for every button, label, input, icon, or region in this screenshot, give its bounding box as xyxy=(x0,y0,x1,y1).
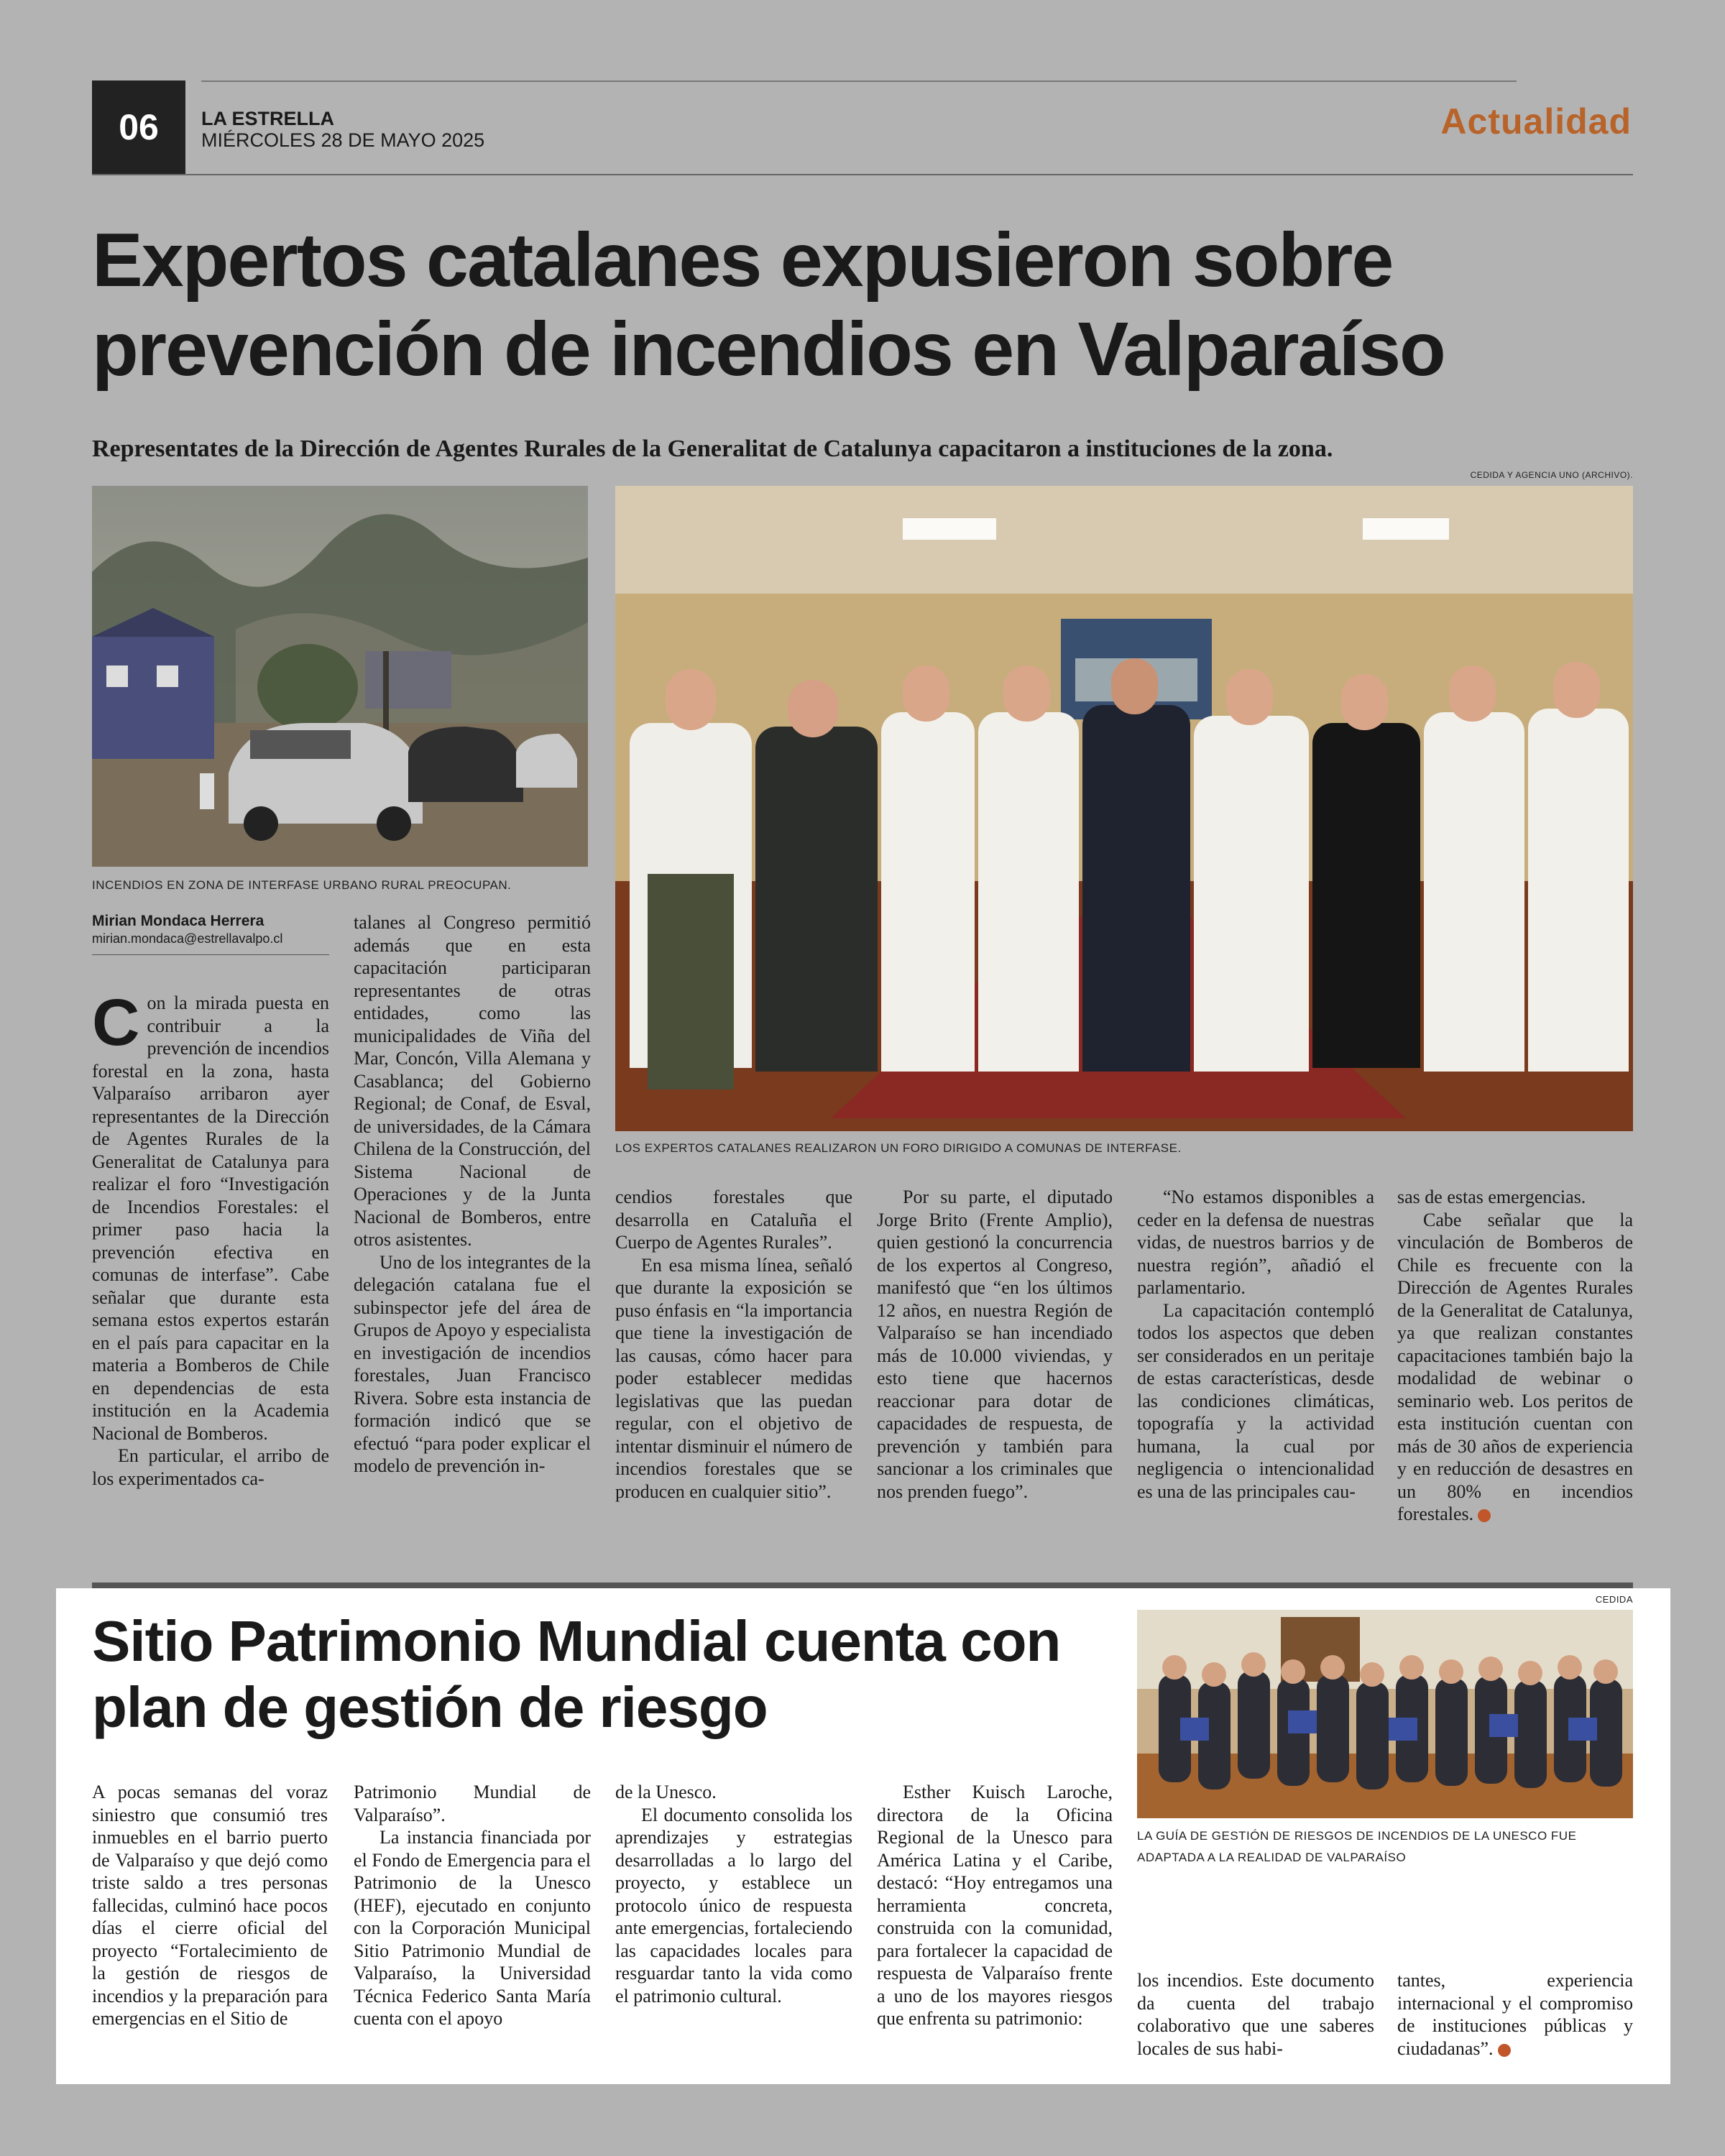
person xyxy=(881,712,975,1072)
article1-column-2 xyxy=(354,911,591,1574)
paragraph: Uno de los integrantes de la delegación catalana fue el subinspector jefe del área de Grupos de Apoyo y especialista en investigación de incendios forestales, Juan Francisco Rivera. Sobre esta instancia de formación indicó que se efectuó “para poder explicar el modelo de prevención in- xyxy=(354,1251,591,1476)
paragraph: tantes, experiencia internacional y el compromiso de instituciones públicas y ciudadanas”. xyxy=(1397,1970,1633,2059)
top-rule xyxy=(201,80,1517,82)
paragraph: El documento consolida los aprendizajes y estrategias desarrolladas a lo largo del proyecto, y establece un protocolo único de respuesta ante emergencias, fortaleciendo las capacidades locales para resguardar tanto la vida como el patrimonio cultural. xyxy=(615,1804,852,2007)
person xyxy=(903,665,949,722)
article2-column-3 xyxy=(615,1781,852,2076)
person xyxy=(1528,709,1629,1072)
workshop-photo xyxy=(1137,1610,1633,1818)
article1-column-5 xyxy=(1137,1186,1374,1574)
paragraph: los incendios. Este documento da cuenta del trabajo colaborativo que une saberes locales de sus habi- xyxy=(1137,1970,1374,2059)
article1-headline: Expertos catalanes expusieron sobre prevención de incendios en Valparaíso xyxy=(92,218,1445,392)
paragraph: de la Unesco. xyxy=(615,1782,717,1802)
article1-column-1 xyxy=(92,986,329,1574)
person xyxy=(978,712,1079,1072)
article2-column-4 xyxy=(877,1781,1113,2076)
paragraph: Por su parte, el diputado Jorge Brito (Frente Amplio), quien gestionó la concurrencia de los expertos al Congreso, manifestó que “en los últimos 12 años, en nuestra Región de Valparaíso se han incendiado más de 10.000 viviendas, y esto tiene que hacernos reaccionar para dotar de capacidades de respuesta, de prevención y también para sancionar a los criminales que nos prenden fuego”. xyxy=(877,1187,1113,1502)
person xyxy=(1111,658,1158,714)
person xyxy=(1194,716,1309,1072)
person xyxy=(1082,705,1190,1072)
group-photo xyxy=(615,486,1633,1131)
article2-headline: Sitio Patrimonio Mundial cuenta con plan de gestión de riesgo xyxy=(92,1609,1061,1739)
person xyxy=(1003,665,1050,722)
wildfire-photo xyxy=(92,486,588,867)
paragraph: La instancia financiada por el Fondo de Emergencia para el Patrimonio de la Unesco (HEF), ejecutado en conjunto con la Corporación Municipal Sitio Patrimonio Mundial de Valparaíso, la Universidad Técnica Federico Santa María cuenta con el apoyo xyxy=(354,1827,591,2029)
main-photo-caption: LOS EXPERTOS CATALANES REALIZARON UN FORO DIRIGIDO A COMUNAS DE INTERFASE. xyxy=(615,1141,1182,1155)
drop-cap: C xyxy=(92,986,140,1059)
section-divider xyxy=(92,1583,1633,1588)
article2-photo-credit: CEDIDA xyxy=(1595,1594,1633,1605)
section-label: Actualidad xyxy=(1440,101,1632,142)
article2-column-2 xyxy=(354,1781,591,2076)
person xyxy=(1424,712,1524,1072)
article2-column-6 xyxy=(1397,1969,1633,2077)
photo-credit: CEDIDA Y AGENCIA UNO (ARCHIVO). xyxy=(1470,470,1633,480)
paper-name: LA ESTRELLA xyxy=(201,108,334,129)
article1-column-3 xyxy=(615,1186,852,1574)
issue-date: MIÉRCOLES 28 DE MAYO 2025 xyxy=(201,129,485,151)
page-number: 06 xyxy=(92,80,185,174)
paragraph: Cabe señalar que la vinculación de Bomberos de Chile es frecuente con la Dirección de Agentes Rurales de la Generalitat de Catalunya, ya que realizan constantes capacitaciones también bajo la modalidad de webinar o seminario web. Los peritos de esta institución cuentan con más de 30 años de experiencia y en reducción de desastres en un 80% en incendios forestales. xyxy=(1397,1209,1633,1524)
article2-photo-caption: LA GUÍA DE GESTIÓN DE RIESGOS DE INCENDIOS DE LA UNESCO FUE ADAPTADA A LA REALIDAD DE VALPARAÍSO xyxy=(1137,1829,1577,1864)
person xyxy=(648,874,734,1089)
article1-deck: Representates de la Dirección de Agentes Rurales de la Generalitat de Catalunya capacitaron a instituciones de la zona. xyxy=(92,436,1333,462)
person xyxy=(1553,662,1600,718)
person xyxy=(1341,674,1388,730)
person xyxy=(788,680,838,737)
article2-column-5 xyxy=(1137,1969,1374,2077)
paragraph: Patrimonio Mundial de Valparaíso”. xyxy=(354,1782,591,1825)
paragraph: sas de estas emergencias. xyxy=(1397,1187,1586,1207)
header-rule xyxy=(92,174,1633,175)
person xyxy=(1449,665,1496,722)
author-name: Mirian Mondaca Herrera xyxy=(92,913,264,929)
people-group xyxy=(615,486,1633,1131)
end-mark-icon xyxy=(1478,1509,1491,1522)
paragraph: cendios forestales que desarrolla en Cataluña el Cuerpo de Agentes Rurales”. xyxy=(615,1187,852,1253)
person xyxy=(1226,669,1273,725)
author-email: mirian.mondaca@estrellavalpo.cl xyxy=(92,931,283,946)
person xyxy=(1312,723,1420,1068)
paragraph: A pocas semanas del voraz siniestro que consumió tres inmuebles en el barrio puerto de Valparaíso y que dejó como triste saldo a tres personas fallecidas, culminó hace pocos días el cierre oficial del proyecto “Fortalecimiento de la gestión de riesgos de incendios y la preparación para emergencias en el Sitio de xyxy=(92,1782,328,2029)
article1-column-4 xyxy=(877,1186,1113,1574)
paragraph: En particular, el arribo de los experimentados ca- xyxy=(92,1445,329,1489)
paragraph: La capacitación contempló todos los aspectos que deben ser considerados en un peritaje de estas características, desde las condiciones climáticas, topografía y la actividad humana, la cual por negligencia o intencionalidad es una de las principales cau- xyxy=(1137,1299,1374,1502)
byline-rule xyxy=(92,954,329,955)
left-photo-caption: INCENDIOS EN ZONA DE INTERFASE URBANO RURAL PREOCUPAN. xyxy=(92,878,512,892)
person xyxy=(666,669,716,730)
end-mark-icon xyxy=(1498,2044,1511,2057)
paragraph: on la mirada puesta en contribuir a la prevención de incendios forestal en la zona, hasta Valparaíso arribaron ayer representantes de la Dirección de Agentes Rurales de la Generalitat de Catalunya para realizar el foro “Investigación de Incendios Forestales: el primer paso hacia la prevención efectiva en comunas de interfase”. Cabe señalar que durante esta semana estos expertos estarán en el país para capacitar en la materia a Bomberos de Chile en dependencias de esta institución en la Academia Nacional de Bomberos. xyxy=(92,992,329,1444)
paragraph: En esa misma línea, señaló que durante la exposición se puso énfasis en “la importancia que tiene la investigación de las causas, cómo hacer para poder establecer medidas legislativas que las puedan regular, con el objetivo de intentar disminuir el número de incendios forestales que se producen en cualquier sitio”. xyxy=(615,1254,852,1502)
person xyxy=(755,727,878,1072)
paragraph: talanes al Congreso permitió además que en esta capacitación participaran representantes de otras entidades, como las municipalidades de Viña del Mar, Concón, Villa Alemana y Casablanca; del Gobierno Regional; de Conaf, de Esval, de universidades, de la Cámara Chilena de la Construcción, del Sistema Nacional de Operaciones y de la Junta Nacional de Bomberos, entre otros asistentes. xyxy=(354,912,591,1250)
paragraph: “No estamos disponibles a ceder en la defensa de nuestras vidas, de nuestros barrios y de nuestra región”, añadió el parlamentario. xyxy=(1137,1187,1374,1298)
article2-column-1 xyxy=(92,1781,328,2076)
paragraph: Esther Kuisch Laroche, directora de la Oficina Regional de la Unesco para América Latina y el Caribe, destacó: “Hoy entregamos una herramienta concreta, construida con la comunidad, para fortalecer la capacidad de respuesta de Valparaíso frente a uno de los mayores riesgos que enfrenta su patrimonio: xyxy=(877,1782,1113,2029)
article1-column-6 xyxy=(1397,1186,1633,1574)
